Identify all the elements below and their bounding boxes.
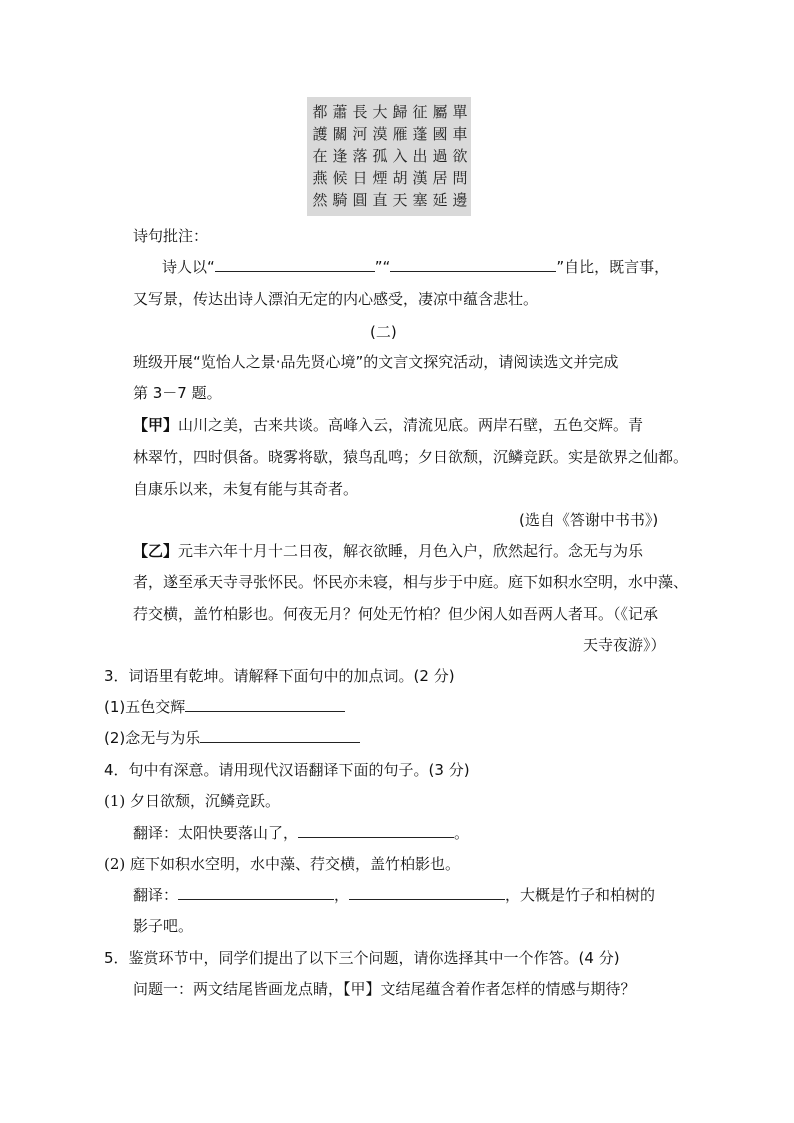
poem-column: 征 蓬 出 漢 塞 (412, 103, 428, 209)
passage-yi-line: 荇交横，盖竹柏影也。何夜无月？何处无竹柏？但少闲人如吾两人者耳。（《记承 (133, 605, 659, 623)
passage-source: 天寺夜游》） (583, 636, 666, 654)
passage-jia-line: 【甲】山川之美，古来共谈。高峰入云，清流见底。两岸石壁，五色交辉。青 (133, 416, 644, 434)
question-4-item: (1) 夕日欲颓，沉鳞竞跃。 (104, 792, 281, 810)
question-3-item: (2)念无与为乐 (104, 728, 360, 748)
answer-blank[interactable] (185, 697, 345, 712)
poem-column: 歸 雁 入 胡 天 (392, 103, 408, 209)
poem-column: 大 漠 孤 煙 直 (372, 103, 388, 209)
poem-column: 長 河 落 日 圓 (352, 103, 368, 209)
passage-yi-line: 【乙】元丰六年十月十二日夜，解衣欲睡，月色入户，欣然起行。念无与为乐 (133, 542, 644, 560)
section-intro: 第 3－7 题。 (133, 384, 222, 402)
answer-blank[interactable] (349, 885, 505, 900)
annotation-line-2: 又写景，传达出诗人漂泊无定的内心感受，凄凉中蕴含悲壮。 (133, 290, 539, 308)
question-5-option: 问题一：两文结尾皆画龙点睛，【甲】文结尾蕴含着作者怎样的情感与期待？ (133, 980, 636, 998)
question-4-answer: 翻译：太阳快要落山了， 。 (133, 824, 470, 842)
passage-jia-line: 林翠竹，四时俱备。晓雾将歇，猿鸟乱鸣；夕日欲颓，沉鳞竞跃。实是欲界之仙都。 (133, 448, 689, 466)
question-3-stem: 3．词语里有乾坤。请解释下面句中的加点词。(2 分) (104, 667, 455, 685)
poem-column: 都 護 在 燕 然 (312, 103, 328, 209)
poem-column: 屬 國 過 居 延 (432, 103, 448, 209)
question-5-stem: 5．鉴赏环节中，同学们提出了以下三个问题，请你选择其中一个作答。(4 分) (104, 949, 620, 967)
passage-tag: 【乙】 (133, 542, 179, 560)
answer-blank[interactable] (178, 885, 334, 900)
poem-column: 蕭 關 逢 候 騎 (332, 103, 348, 209)
fill-blank[interactable] (215, 257, 375, 272)
section-intro: 班级开展“览怡人之景·品先贤心境”的文言文探究活动，请阅读选文并完成 (133, 353, 619, 371)
question-4-answer: 翻译： ， ，大概是竹子和柏树的 (133, 886, 656, 904)
poem-calligraphy-image (307, 97, 471, 216)
answer-blank[interactable] (298, 823, 454, 838)
question-4-answer: 影子吧。 (133, 917, 194, 935)
section-title: (二) (370, 323, 397, 341)
annotation-heading: 诗句批注： (133, 227, 209, 245)
fill-blank[interactable] (390, 257, 556, 272)
passage-source: (选自《答谢中书书》) (519, 511, 659, 529)
question-4-item: (2) 庭下如积水空明，水中藻、荇交横，盖竹柏影也。 (104, 855, 461, 873)
question-4-stem: 4．句中有深意。请用现代汉语翻译下面的句子。(3 分) (104, 761, 470, 779)
passage-jia-line: 自康乐以来，未复有能与其奇者。 (133, 480, 359, 498)
annotation-line-1: 诗人以“ ”“ ”自比，既言事， (162, 258, 670, 276)
passage-tag: 【甲】 (133, 416, 179, 434)
question-3-item: (1)五色交辉 (104, 697, 345, 717)
poem-column: 單 車 欲 問 邊 (452, 103, 468, 209)
answer-blank[interactable] (200, 728, 360, 743)
passage-yi-line: 者，遂至承天寺寻张怀民。怀民亦未寝，相与步于中庭。庭下如积水空明，水中藻、 (133, 573, 689, 591)
